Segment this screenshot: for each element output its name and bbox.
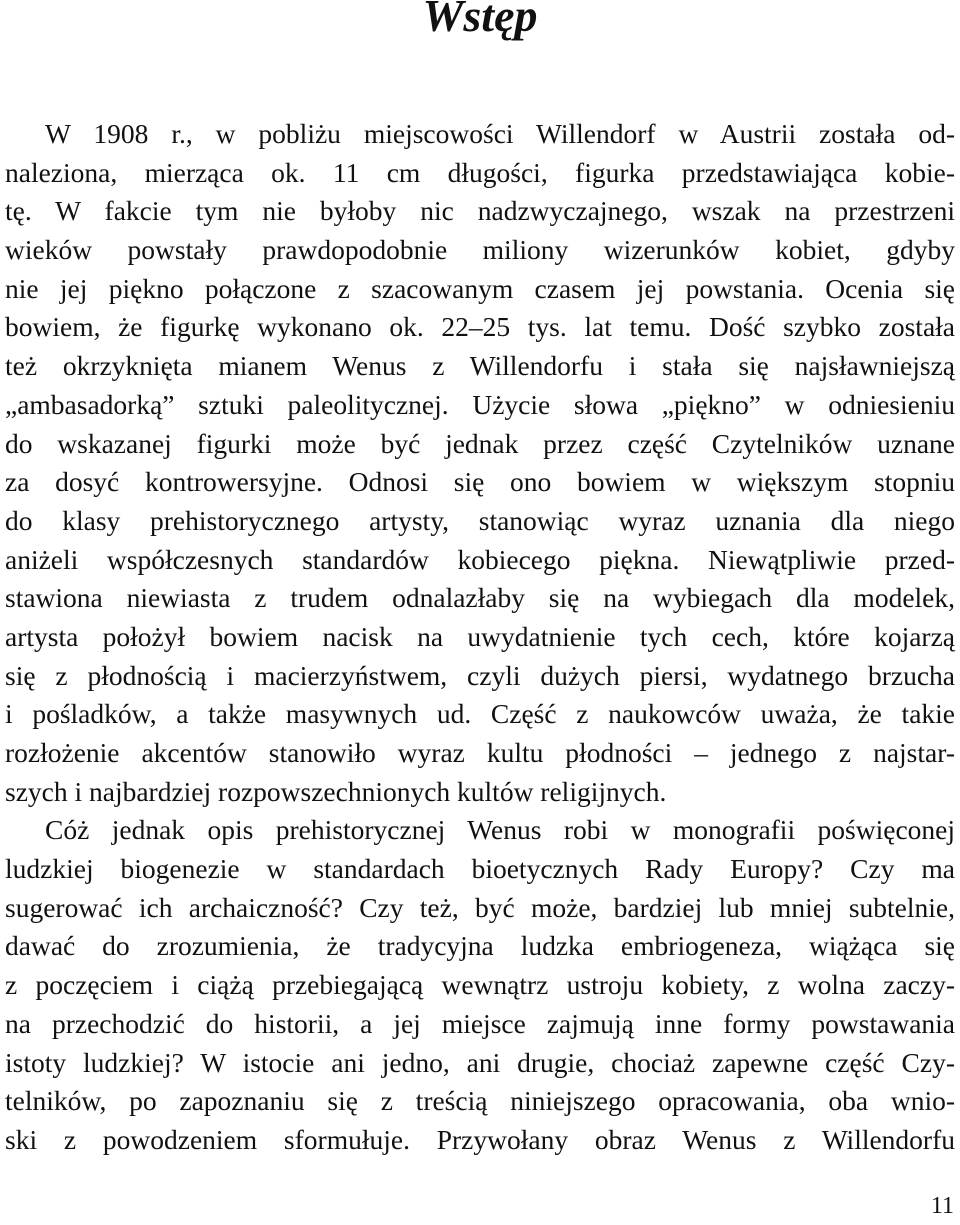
text-line: też okrzyknięta mianem Wenus z Willendorfu i stała się najsławniejszą bbox=[5, 350, 955, 382]
text-line: tę. W fakcie tym nie byłoby nic nadzwyczajnego, wszak na przestrzeni bbox=[5, 195, 955, 227]
text-line: istoty ludzkiej? W istocie ani jedno, ani drugie, chociaż zapewne część Czy- bbox=[5, 1046, 955, 1078]
paragraph-2 bbox=[5, 811, 955, 1159]
text-line: artysta położył bowiem nacisk na uwydatnienie tych cech, które kojarzą bbox=[5, 620, 955, 652]
text-line: W 1908 r., w pobliżu miejscowości Willendorf w Austrii została od- bbox=[45, 118, 955, 149]
text-line: do wskazanej figurki może być jednak przez część Czytelników uznane bbox=[5, 427, 955, 459]
text-line: Cóż jednak opis prehistorycznej Wenus robi w monografii poświęconej bbox=[45, 814, 955, 846]
text-line: ludzkiej biogenezie w standardach bioetycznych Rady Europy? Czy ma bbox=[5, 853, 955, 885]
text-line: z poczęciem i ciążą przebiegającą wewnątrz ustroju kobiety, z wolna zaczy- bbox=[5, 969, 955, 1001]
text-line: szych i najbardziej rozpowszechnionych kultów religijnych. bbox=[5, 775, 667, 807]
text-line: aniżeli współczesnych standardów kobiecego piękna. Niewątpliwie przed- bbox=[5, 543, 955, 575]
text-line: „ambasadorką” sztuki paleolitycznej. Użycie słowa „piękno” w odniesieniu bbox=[5, 388, 955, 420]
text-line: do klasy prehistorycznego artysty, stanowiąc wyraz uznania dla niego bbox=[5, 504, 955, 536]
text-line: się z płodnością i macierzyństwem, czyli dużych piersi, wydatnego brzucha bbox=[5, 659, 955, 691]
text-line: za dosyć kontrowersyjne. Odnosi się ono bowiem w większym stopniu bbox=[5, 466, 955, 498]
text-line: dawać do zrozumienia, że tradycyjna ludzka embriogeneza, wiążąca się bbox=[5, 930, 955, 962]
text-line: rozłożenie akcentów stanowiło wyraz kultu płodności – jednego z najstar- bbox=[5, 737, 955, 768]
text-line: i pośladków, a także masywnych ud. Część z naukowców uważa, że takie bbox=[5, 698, 955, 730]
text-line: telników, po zapoznaniu się z treścią niniejszego opracowania, oba wnio- bbox=[5, 1085, 955, 1117]
paragraph-1 bbox=[5, 115, 955, 811]
text-line: ski z powodzeniem sformułuje. Przywołany obraz Wenus z Willendorfu bbox=[5, 1123, 955, 1155]
text-line: stawiona niewiasta z trudem odnalazłaby się na wybiegach dla modelek, bbox=[5, 582, 955, 614]
page-number: 11 bbox=[930, 1193, 954, 1219]
text-line: nie jej piękno połączone z szacowanym czasem jej powstania. Ocenia się bbox=[5, 272, 955, 304]
text-line: naleziona, mierząca ok. 11 cm długości, figurka przedstawiająca kobie- bbox=[5, 156, 955, 188]
text-line: sugerować ich archaiczność? Czy też, być może, bardziej lub mniej subtelnie, bbox=[5, 891, 955, 923]
chapter-heading: Wstęp bbox=[422, 0, 538, 41]
text-line: na przechodzić do historii, a jej miejsce zajmują inne formy powstawania bbox=[5, 1007, 955, 1039]
body-text bbox=[5, 115, 955, 1160]
text-line: bowiem, że figurkę wykonano ok. 22–25 tys. lat temu. Dość szybko została bbox=[5, 311, 955, 343]
text-line: wieków powstały prawdopodobnie miliony wizerunków kobiet, gdyby bbox=[5, 234, 955, 266]
